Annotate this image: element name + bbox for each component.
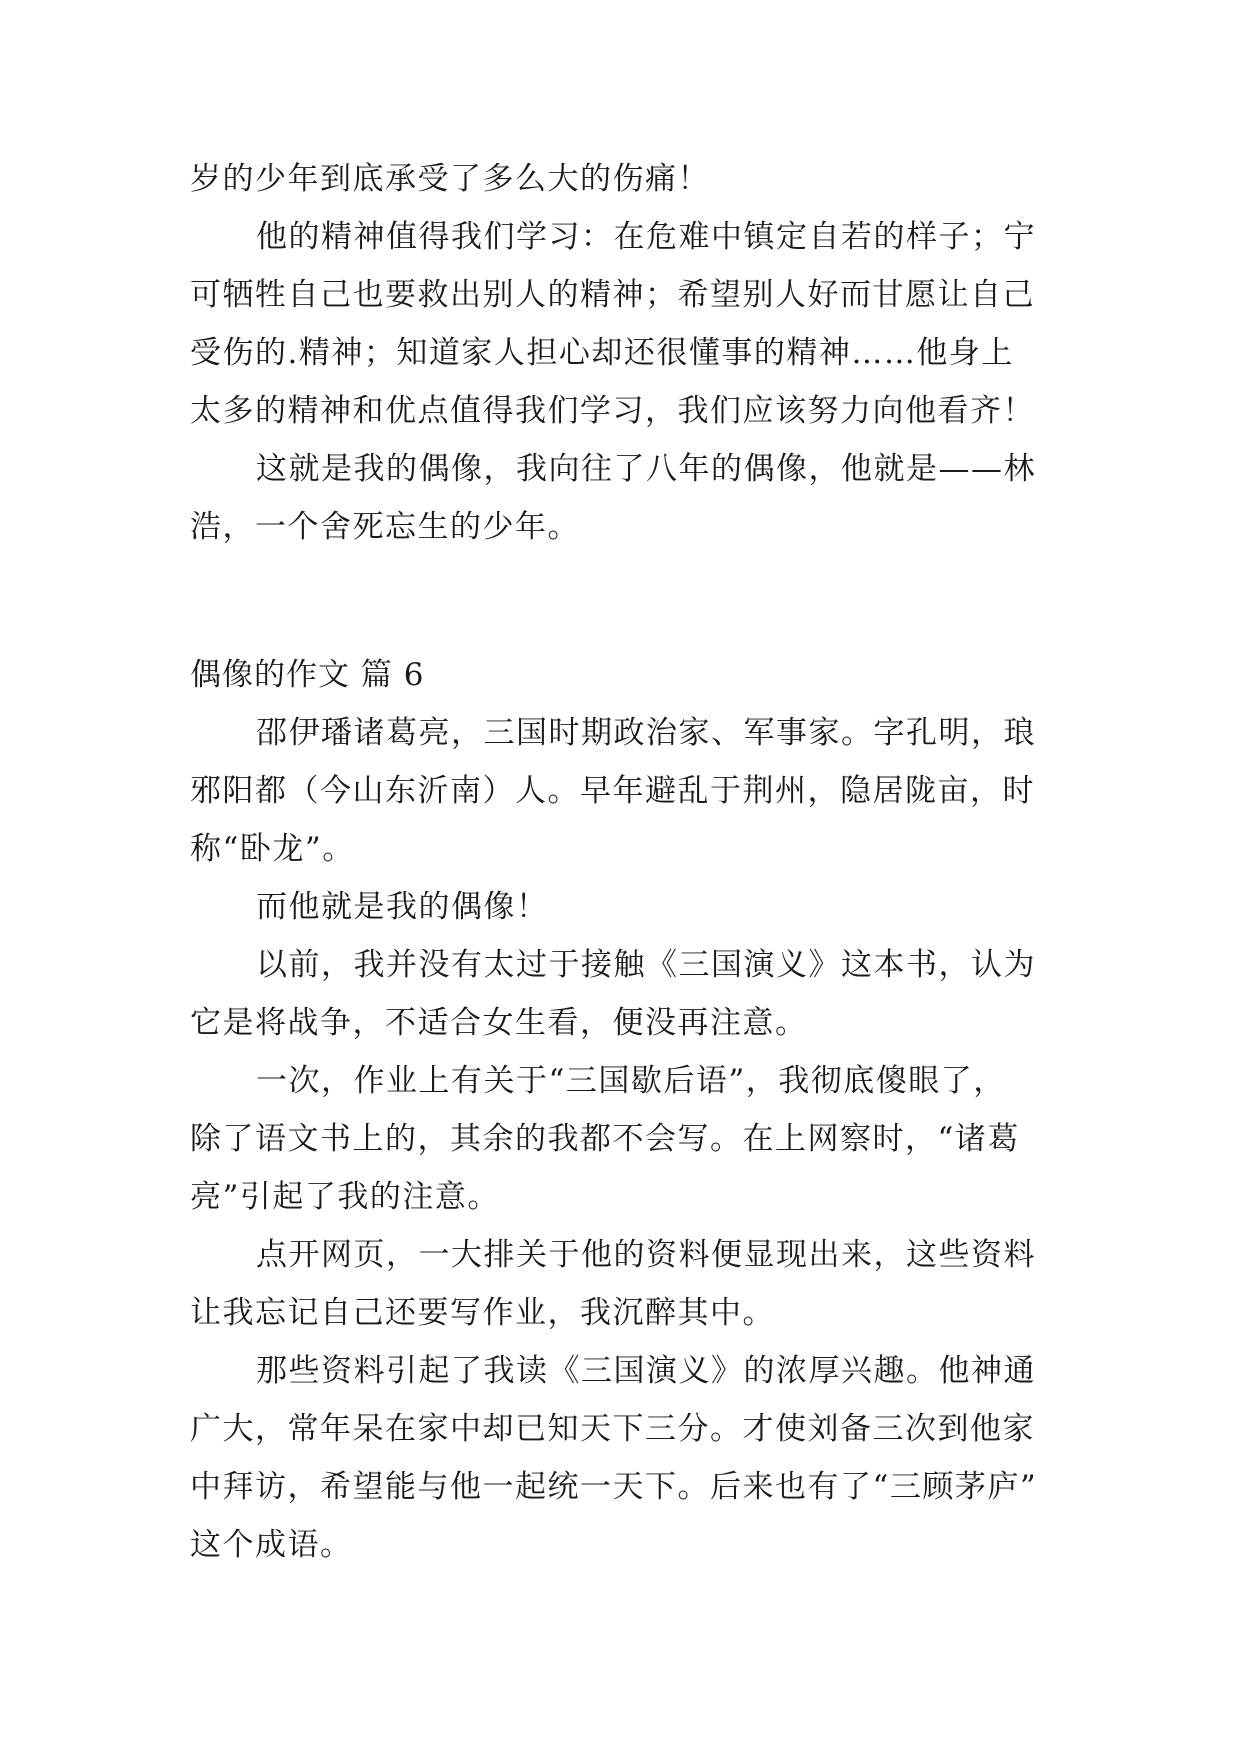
text-line: 这个成语。: [190, 1527, 353, 1563]
text-line: 除了语文书上的，其余的我都不会写。在上网察时，“诸葛: [190, 1121, 1020, 1157]
paragraph: [190, 440, 1050, 556]
text-line: 他的精神值得我们学习：在危难中镇定自若的样子；宁: [256, 219, 1036, 255]
text-line: 这就是我的偶像，我向往了八年的偶像，他就是——林: [256, 451, 1036, 487]
text-line: 以前，我并没有太过于接触《三国演义》这本书，认为: [256, 947, 1036, 983]
section-spacer: [190, 556, 1050, 646]
text-line: 可牺牲自己也要救出别人的精神；希望别人好而甘愿让自己: [190, 277, 1035, 313]
text-line: 太多的精神和优点值得我们学习，我们应该努力向他看齐！: [190, 393, 1035, 429]
text-line: 邪阳都（今山东沂南）人。早年避乱于荆州，隐居陇亩，时: [190, 773, 1035, 809]
paragraph: [190, 208, 1050, 440]
text-line: 中拜访，希望能与他一起统一天下。后来也有了“三顾茅庐”: [190, 1469, 1038, 1505]
text-line: 一次，作业上有关于“三国歇后语”，我彻底傻眼了，: [256, 1063, 1006, 1099]
text-line: 浩，一个舍死忘生的少年。: [190, 509, 580, 545]
heading-text: 偶像的作文 篇 6: [190, 657, 425, 693]
text-line: 让我忘记自己还要写作业，我沉醉其中。: [190, 1295, 775, 1331]
text-line: 那些资料引起了我读《三国演义》的浓厚兴趣。他神通: [256, 1353, 1036, 1389]
text-line: 它是将战争，不适合女生看，便没再注意。: [190, 1005, 808, 1041]
text-line: 受伤的.精神；知道家人担心却还很懂事的精神……他身上: [190, 335, 1014, 371]
text-line: 广大，常年呆在家中却已知天下三分。才使刘备三次到他家: [190, 1411, 1035, 1447]
text-line: 岁的少年到底承受了多么大的伤痛！: [190, 161, 710, 197]
text-line: 称“卧龙”。: [190, 831, 355, 867]
paragraph: [190, 936, 1050, 1052]
paragraph: [190, 1226, 1050, 1342]
text-line: 邵伊璠诸葛亮，三国时期政治家、军事家。字孔明，琅: [256, 715, 1036, 751]
section-heading: [190, 646, 1050, 704]
paragraph: [190, 704, 1050, 878]
text-line: 点开网页，一大排关于他的资料便显现出来，这些资料: [256, 1237, 1036, 1273]
text-line: 亮”引起了我的注意。: [190, 1179, 500, 1215]
document-body: [190, 150, 1050, 1574]
paragraph: [190, 878, 1050, 936]
section-b: [190, 704, 1050, 1574]
paragraph: [190, 1342, 1050, 1574]
section-a: [190, 150, 1050, 556]
paragraph: [190, 1052, 1050, 1226]
text-line: 而他就是我的偶像！: [256, 889, 549, 925]
paragraph: [190, 150, 1050, 208]
